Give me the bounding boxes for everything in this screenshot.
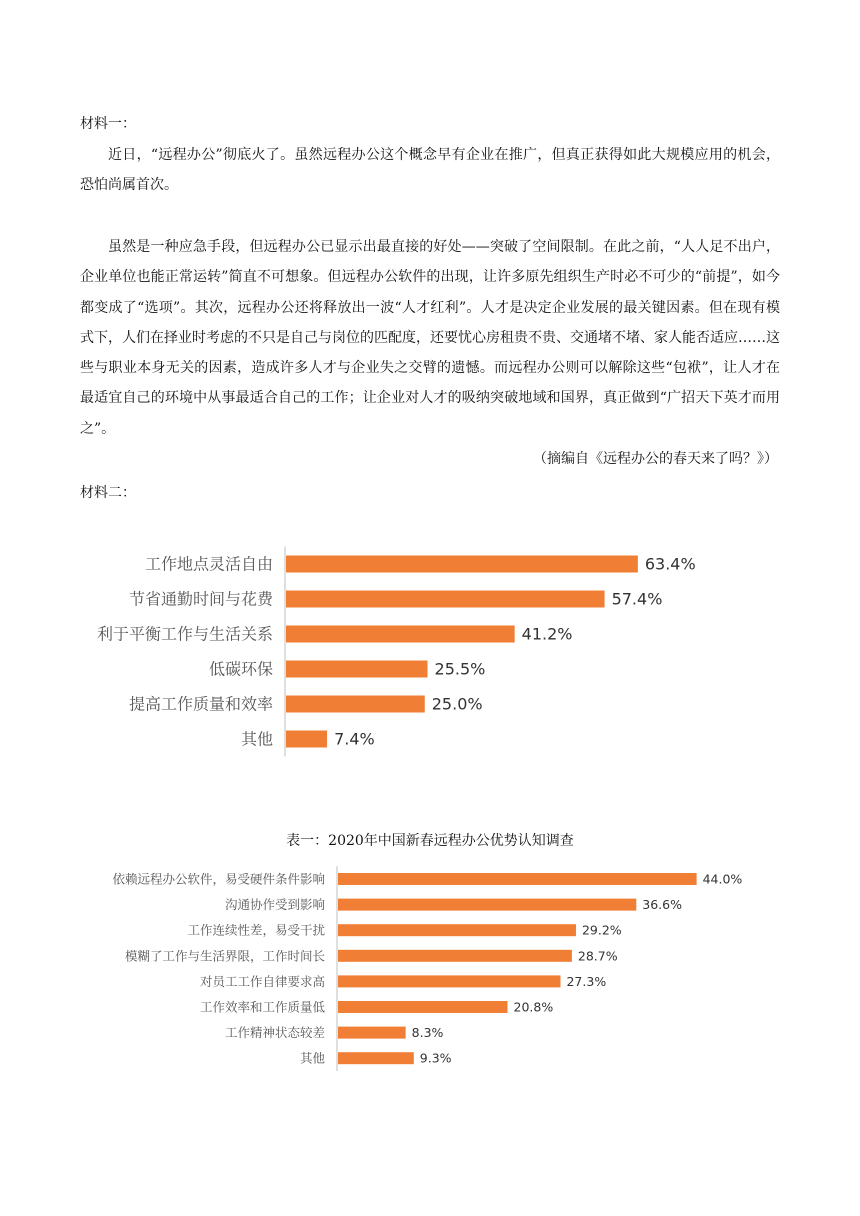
category-label: 其他 [299, 1050, 325, 1066]
value-label: 9.3% [419, 1050, 452, 1066]
disadvantages-bar-chart [0, 862, 860, 1082]
material1-paragraph-1: 近日，“远程办公”彻底火了。虽然远程办公这个概念早有企业在推广，但真正获得如此大规模应用的机会，恐怕尚属首次。 [80, 147, 780, 194]
category-label: 低碳环保 [208, 659, 273, 679]
category-label: 工作连续性差，易受干扰 [187, 922, 325, 938]
bar [338, 950, 572, 962]
bar [286, 661, 428, 678]
category-label: 工作效率和工作质量低 [199, 999, 325, 1015]
bar [286, 591, 605, 608]
bar [338, 975, 560, 987]
value-label: 29.2% [581, 922, 622, 938]
category-label: 工作精神状态较差 [224, 1025, 325, 1041]
advantages-bar-chart [0, 540, 860, 780]
category-label: 对员工工作自律要求高 [199, 973, 325, 989]
category-label: 工作地点灵活自由 [144, 554, 273, 574]
bar [338, 873, 697, 885]
category-label: 依赖远程办公软件，易受硬件条件影响 [112, 871, 325, 887]
bar [338, 899, 636, 911]
bar [286, 696, 425, 713]
category-label: 利于平衡工作与生活关系 [96, 624, 273, 644]
material1-source: （摘编自《远程办公的春天来了吗？》） [533, 451, 778, 467]
chart-caption: 表一：2020年中国新春远程办公优势认知调查 [286, 833, 574, 849]
value-label: 28.7% [577, 948, 618, 964]
bar [286, 626, 515, 643]
value-label: 41.2% [521, 624, 573, 644]
value-label: 25.5% [434, 659, 486, 679]
value-label: 25.0% [431, 694, 483, 714]
value-label: 63.4% [644, 554, 696, 574]
bar [286, 556, 638, 573]
category-label: 沟通协作受到影响 [224, 897, 325, 913]
bar [286, 731, 327, 748]
value-label: 27.3% [566, 973, 607, 989]
bar [338, 924, 576, 936]
category-label: 其他 [240, 729, 273, 749]
material1-heading: 材料一： [80, 116, 136, 132]
value-label: 36.6% [642, 897, 683, 913]
value-label: 7.4% [334, 729, 375, 749]
category-label: 节省通勤时间与花费 [128, 589, 273, 609]
value-label: 8.3% [411, 1025, 444, 1041]
material1-paragraph-2: 虽然是一种应急手段，但远程办公已显示出最直接的好处——突破了空间限制。在此之前，“人人足不出户，企业单位也能正常运转”简直不可想象。但远程办公软件的出现，让许多原先组织生产时必不可少的“前提”，如今都变成了“选项”。其次，远程办公还将释放出一波“人才红利”。人才是决定企业发展的最关键因素。但在现有模式下，人们在择业时考虑的不只是自己与岗位的匹配度，还要忧心房租贵不贵、交通堵不堵、家人能否适应……这些与职业本身无关的因素，造成许多人才与企业失之交臂的遗憾。而远程办公则可以解除这些“包袱”，让人才在最适宜自己的环境中从事最适合自己的工作；让企业对人才的吸纳突破地域和国界，真正做到“广招天下英才而用之”。 [80, 239, 780, 437]
material2-heading: 材料二： [80, 485, 136, 501]
value-label: 57.4% [611, 589, 663, 609]
value-label: 44.0% [702, 871, 743, 887]
category-label: 提高工作质量和效率 [128, 694, 273, 714]
bar [338, 1001, 508, 1013]
value-label: 20.8% [513, 999, 554, 1015]
bar [338, 1027, 406, 1039]
bar [338, 1052, 414, 1064]
category-label: 模糊了工作与生活界限，工作时间长 [124, 948, 325, 964]
